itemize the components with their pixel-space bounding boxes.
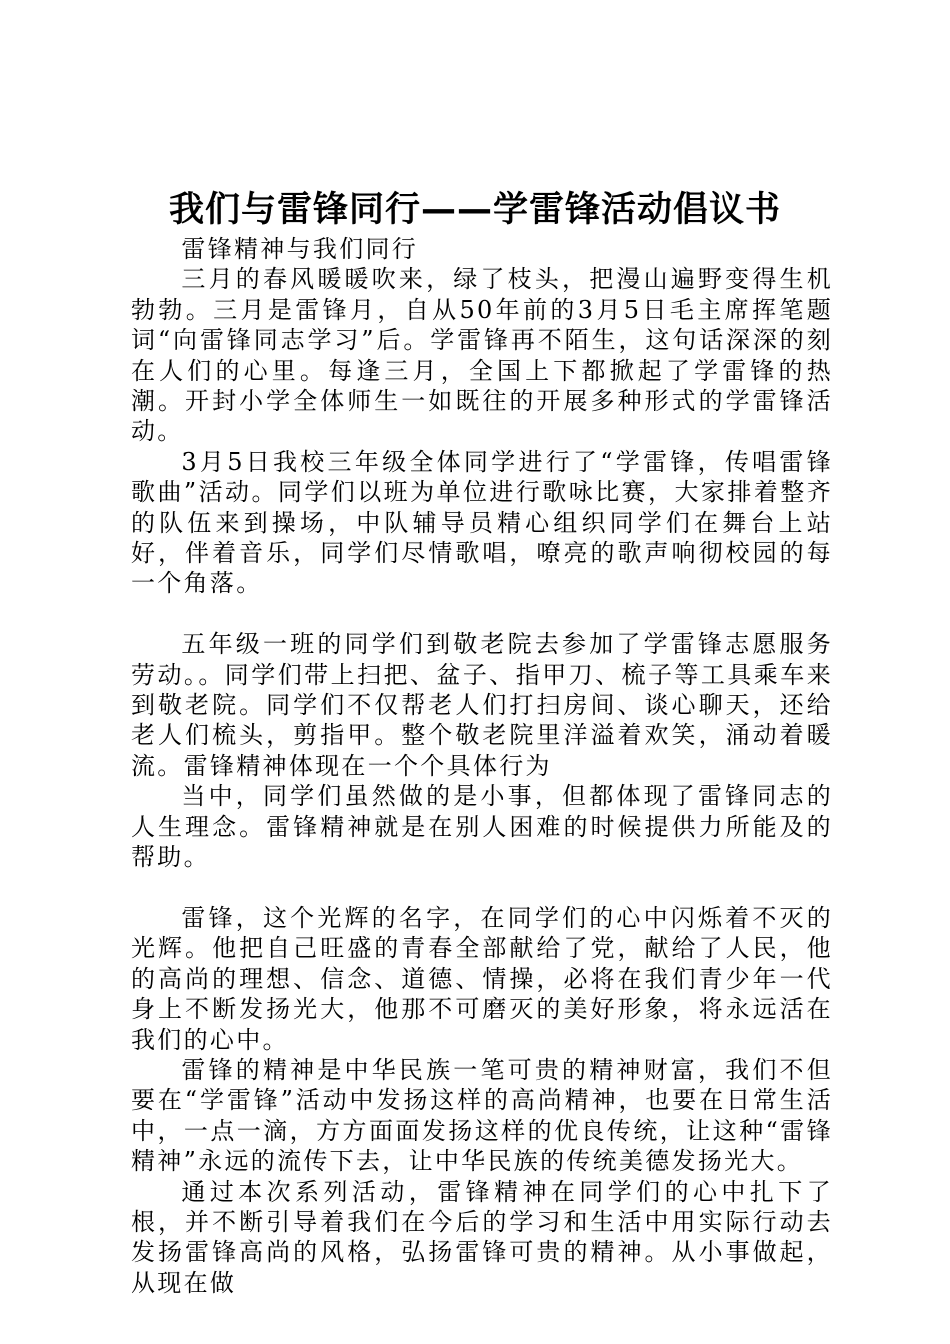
subtitle-paragraph: 雷锋精神与我们同行: [181, 235, 419, 263]
body-paragraph: 3月5日我校三年级全体同学进行了“学雷锋，传唱雷锋歌曲”活动。同学们以班为单位进行歌咏比赛，大家排着整齐的队伍来到操场，中队辅导员精心组织同学们在舞台上站好，伴着音乐，同学们尽情歌唱，嘹亮的歌声响彻校园的每一个角落。: [131, 447, 833, 598]
body-paragraph: 当中，同学们虽然做的是小事，但都体现了雷锋同志的人生理念。雷锋精神就是在别人困难的时候提供力所能及的帮助。: [131, 782, 833, 872]
body-paragraph: 通过本次系列活动，雷锋精神在同学们的心中扎下了根，并不断引导着我们在今后的学习和生活中用实际行动去发扬雷锋高尚的风格，弘扬雷锋可贵的精神。从小事做起，从现在做: [131, 1177, 833, 1297]
document-body: [131, 234, 833, 1298]
body-paragraph: 五年级一班的同学们到敬老院去参加了学雷锋志愿服务劳动。。同学们带上扫把、盆子、指甲刀、梳子等工具乘车来到敬老院。同学们不仅帮老人们打扫房间、谈心聊天，还给老人们梳头，剪指甲。整个敬老院里洋溢着欢笑，涌动着暖流。雷锋精神体现在一个个具体行为: [131, 630, 833, 780]
body-paragraph: 三月的春风暖暖吹来，绿了枝头，把漫山遍野变得生机勃勃。三月是雷锋月，自从50年前的3月5日毛主席挥笔题词“向雷锋同志学习”后。学雷锋再不陌生，这句话深深的刻在人们的心里。每逢三月，全国上下都掀起了学雷锋的热潮。开封小学全体师生一如既往的开展多种形式的学雷锋活动。: [131, 265, 833, 446]
body-paragraph: 雷锋的精神是中华民族一笔可贵的精神财富，我们不但要在“学雷锋”活动中发扬这样的高尚精神，也要在日常生活中，一点一滴，方方面面发扬这样的优良传统，让这种“雷锋精神”永远的流传下去，让中华民族的传统美德发扬光大。: [131, 1055, 833, 1176]
document-title: 我们与雷锋同行——学雷锋活动倡议书: [168, 190, 781, 230]
body-paragraph: 雷锋，这个光辉的名字，在同学们的心中闪烁着不灭的光辉。他把自己旺盛的青春全部献给了党，献给了人民，他的高尚的理想、信念、道德、情操，必将在我们青少年一代身上不断发扬光大，他那不可磨灭的美好形象，将永远活在我们的心中。: [131, 903, 833, 1054]
